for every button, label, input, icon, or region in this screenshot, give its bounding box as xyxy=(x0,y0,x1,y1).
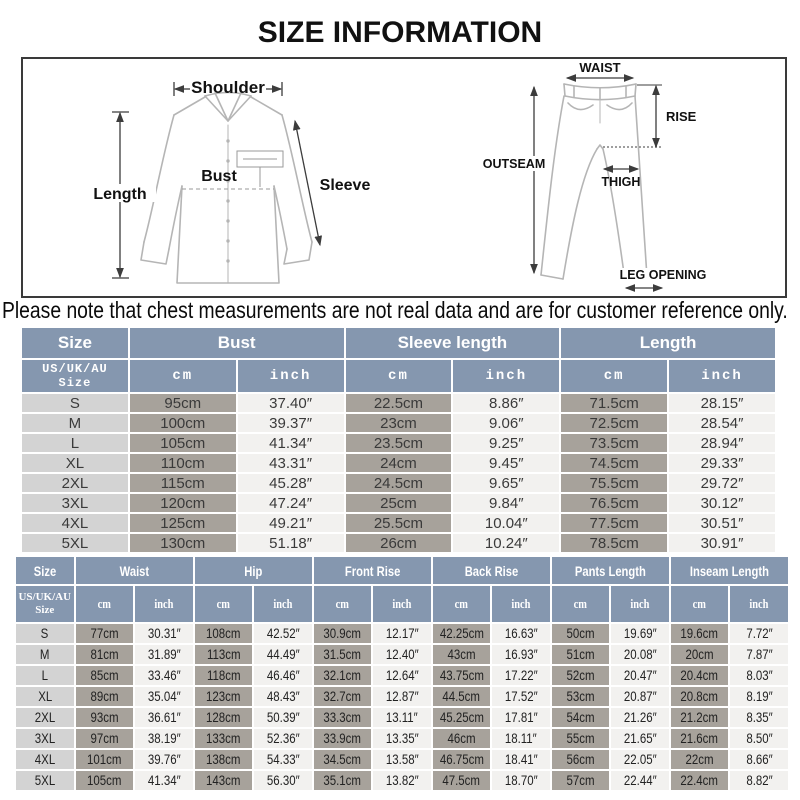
unit-header-inch: inch xyxy=(135,586,193,622)
cm-value-cell: 71.5cm xyxy=(561,394,667,412)
cm-value-cell: 95cm xyxy=(130,394,236,412)
cm-value-cell: 23cm xyxy=(346,414,452,432)
cm-value-cell: 130cm xyxy=(130,534,236,552)
table-row xyxy=(16,708,788,727)
outseam-label: OUTSEAM xyxy=(482,157,546,171)
inch-value-cell: 46.46″ xyxy=(254,666,312,685)
group-header-row xyxy=(16,557,788,584)
cm-value-cell: 113cm xyxy=(195,645,253,664)
cm-value-cell: 123cm xyxy=(195,687,253,706)
cm-value-cell: 89cm xyxy=(76,687,134,706)
cm-value-cell: 55cm xyxy=(552,729,610,748)
cm-value-cell: 22cm xyxy=(671,750,729,769)
inch-value-cell: 49.21″ xyxy=(238,514,344,532)
cm-value-cell: 100cm xyxy=(130,414,236,432)
size-table-top xyxy=(20,326,777,554)
inch-value-cell: 17.81″ xyxy=(492,708,550,727)
inch-value-cell: 28.54″ xyxy=(669,414,775,432)
group-header-row xyxy=(22,328,775,358)
table-row xyxy=(22,534,775,552)
table-row xyxy=(16,666,788,685)
cm-value-cell: 26cm xyxy=(346,534,452,552)
cm-value-cell: 46.75cm xyxy=(433,750,491,769)
reference-note-text: Please note that chest measurements are not real data and are for customer reference only. xyxy=(2,297,788,323)
unit-header-cm: cm xyxy=(130,360,236,392)
cm-value-cell: 105cm xyxy=(76,771,134,790)
inch-value-cell: 35.04″ xyxy=(135,687,193,706)
cm-value-cell: 52cm xyxy=(552,666,610,685)
inch-value-cell: 44.49″ xyxy=(254,645,312,664)
col-group-length: Length xyxy=(561,328,775,358)
table-row xyxy=(16,771,788,790)
inch-value-cell: 22.44″ xyxy=(611,771,669,790)
inch-value-cell: 30.51″ xyxy=(669,514,775,532)
measurement-diagram-box xyxy=(21,57,787,298)
size-cell: 4XL xyxy=(16,750,74,769)
inch-value-cell: 20.47″ xyxy=(611,666,669,685)
inch-value-cell: 42.52″ xyxy=(254,624,312,643)
table-row xyxy=(16,624,788,643)
size-standard-header: US/UK/AU Size xyxy=(22,360,128,392)
inch-value-cell: 13.82″ xyxy=(373,771,431,790)
cm-value-cell: 54cm xyxy=(552,708,610,727)
inch-value-cell: 8.66″ xyxy=(730,750,788,769)
cm-value-cell: 24.5cm xyxy=(346,474,452,492)
cm-value-cell: 31.5cm xyxy=(314,645,372,664)
inch-value-cell: 50.39″ xyxy=(254,708,312,727)
cm-value-cell: 72.5cm xyxy=(561,414,667,432)
cm-value-cell: 120cm xyxy=(130,494,236,512)
cm-value-cell: 108cm xyxy=(195,624,253,643)
col-group-sleeve-length: Sleeve length xyxy=(346,328,560,358)
cm-value-cell: 110cm xyxy=(130,454,236,472)
col-group-bust: Bust xyxy=(130,328,344,358)
inch-value-cell: 36.61″ xyxy=(135,708,193,727)
cm-value-cell: 57cm xyxy=(552,771,610,790)
size-table-bottom-body xyxy=(16,624,788,790)
unit-header-cm: cm xyxy=(195,586,253,622)
cm-value-cell: 46cm xyxy=(433,729,491,748)
bust-label: Bust xyxy=(201,168,237,185)
col-group-pants-length: Pants Length xyxy=(552,557,669,584)
unit-header-inch: inch xyxy=(611,586,669,622)
unit-header-inch: inch xyxy=(373,586,431,622)
unit-header-cm: cm xyxy=(76,586,134,622)
cm-value-cell: 25.5cm xyxy=(346,514,452,532)
inch-value-cell: 12.64″ xyxy=(373,666,431,685)
inch-value-cell: 17.52″ xyxy=(492,687,550,706)
cm-value-cell: 93cm xyxy=(76,708,134,727)
cm-value-cell: 19.6cm xyxy=(671,624,729,643)
inch-value-cell: 19.69″ xyxy=(611,624,669,643)
shoulder-label: Shoulder xyxy=(191,78,265,97)
table-row xyxy=(22,434,775,452)
cm-value-cell: 32.7cm xyxy=(314,687,372,706)
inch-value-cell: 29.72″ xyxy=(669,474,775,492)
size-cell: L xyxy=(16,666,74,685)
unit-header-inch: inch xyxy=(669,360,775,392)
inch-value-cell: 28.15″ xyxy=(669,394,775,412)
cm-value-cell: 101cm xyxy=(76,750,134,769)
cm-value-cell: 23.5cm xyxy=(346,434,452,452)
inch-value-cell: 20.08″ xyxy=(611,645,669,664)
inch-value-cell: 21.65″ xyxy=(611,729,669,748)
table-row xyxy=(16,687,788,706)
inch-value-cell: 54.33″ xyxy=(254,750,312,769)
size-cell: S xyxy=(16,624,74,643)
inch-value-cell: 12.87″ xyxy=(373,687,431,706)
cm-value-cell: 115cm xyxy=(130,474,236,492)
inch-value-cell: 21.26″ xyxy=(611,708,669,727)
size-cell: 3XL xyxy=(22,494,128,512)
size-cell: 5XL xyxy=(22,534,128,552)
cm-value-cell: 76.5cm xyxy=(561,494,667,512)
size-standard-header: US/UK/AU Size xyxy=(16,586,74,622)
cm-value-cell: 50cm xyxy=(552,624,610,643)
cm-value-cell: 34.5cm xyxy=(314,750,372,769)
cm-value-cell: 45.25cm xyxy=(433,708,491,727)
rise-arrow xyxy=(603,85,662,147)
cm-value-cell: 30.9cm xyxy=(314,624,372,643)
cm-value-cell: 35.1cm xyxy=(314,771,372,790)
pants-measurement-diagram xyxy=(404,59,785,292)
cm-value-cell: 51cm xyxy=(552,645,610,664)
cm-value-cell: 133cm xyxy=(195,729,253,748)
table-row xyxy=(16,750,788,769)
cm-value-cell: 78.5cm xyxy=(561,534,667,552)
shirt-measurement-diagram xyxy=(23,59,404,292)
cm-value-cell: 33.9cm xyxy=(314,729,372,748)
inch-value-cell: 28.94″ xyxy=(669,434,775,452)
inch-value-cell: 51.18″ xyxy=(238,534,344,552)
col-group-back-rise: Back Rise xyxy=(433,557,550,584)
table-row xyxy=(22,514,775,532)
cm-value-cell: 21.6cm xyxy=(671,729,729,748)
inch-value-cell: 30.12″ xyxy=(669,494,775,512)
length-label: Length xyxy=(93,186,147,203)
cm-value-cell: 33.3cm xyxy=(314,708,372,727)
size-cell: M xyxy=(16,645,74,664)
cm-value-cell: 21.2cm xyxy=(671,708,729,727)
col-group-inseam-length: Inseam Length xyxy=(671,557,788,584)
size-cell: XL xyxy=(22,454,128,472)
table-row xyxy=(22,474,775,492)
inch-value-cell: 52.36″ xyxy=(254,729,312,748)
inch-value-cell: 8.50″ xyxy=(730,729,788,748)
cm-value-cell: 73.5cm xyxy=(561,434,667,452)
unit-header-row xyxy=(16,586,788,622)
unit-header-inch: inch xyxy=(730,586,788,622)
size-cell: 5XL xyxy=(16,771,74,790)
unit-header-inch: inch xyxy=(238,360,344,392)
unit-header-cm: cm xyxy=(433,586,491,622)
cm-value-cell: 24cm xyxy=(346,454,452,472)
inch-value-cell: 10.24″ xyxy=(453,534,559,552)
inch-value-cell: 41.34″ xyxy=(238,434,344,452)
inch-value-cell: 16.93″ xyxy=(492,645,550,664)
reference-note xyxy=(2,297,800,324)
inch-value-cell: 13.58″ xyxy=(373,750,431,769)
inch-value-cell: 39.37″ xyxy=(238,414,344,432)
cm-value-cell: 32.1cm xyxy=(314,666,372,685)
cm-value-cell: 77cm xyxy=(76,624,134,643)
unit-header-inch: inch xyxy=(453,360,559,392)
cm-value-cell: 143cm xyxy=(195,771,253,790)
thigh-label: THIGH xyxy=(601,175,641,189)
table-row xyxy=(22,454,775,472)
size-cell: L xyxy=(22,434,128,452)
inch-value-cell: 9.65″ xyxy=(453,474,559,492)
unit-header-cm: cm xyxy=(671,586,729,622)
cm-value-cell: 43cm xyxy=(433,645,491,664)
inch-value-cell: 18.70″ xyxy=(492,771,550,790)
unit-header-cm: cm xyxy=(561,360,667,392)
rise-label: RISE xyxy=(666,109,697,124)
cm-value-cell: 74.5cm xyxy=(561,454,667,472)
cm-value-cell: 81cm xyxy=(76,645,134,664)
cm-value-cell: 56cm xyxy=(552,750,610,769)
cm-value-cell: 85cm xyxy=(76,666,134,685)
cm-value-cell: 53cm xyxy=(552,687,610,706)
cm-value-cell: 20cm xyxy=(671,645,729,664)
inch-value-cell: 8.19″ xyxy=(730,687,788,706)
shirt-outline xyxy=(141,93,312,284)
inch-value-cell: 29.33″ xyxy=(669,454,775,472)
cm-value-cell: 20.4cm xyxy=(671,666,729,685)
leg-opening-label: LEG OPENING xyxy=(619,268,707,282)
inch-value-cell: 8.86″ xyxy=(453,394,559,412)
col-group-hip: Hip xyxy=(195,557,312,584)
inch-value-cell: 7.72″ xyxy=(730,624,788,643)
cm-value-cell: 20.8cm xyxy=(671,687,729,706)
table-row xyxy=(16,729,788,748)
cm-value-cell: 42.25cm xyxy=(433,624,491,643)
cm-value-cell: 22.5cm xyxy=(346,394,452,412)
cm-value-cell: 47.5cm xyxy=(433,771,491,790)
inch-value-cell: 43.31″ xyxy=(238,454,344,472)
cm-value-cell: 125cm xyxy=(130,514,236,532)
inch-value-cell: 30.91″ xyxy=(669,534,775,552)
cm-value-cell: 77.5cm xyxy=(561,514,667,532)
table-row xyxy=(22,414,775,432)
cm-value-cell: 97cm xyxy=(76,729,134,748)
inch-value-cell: 37.40″ xyxy=(238,394,344,412)
inch-value-cell: 17.22″ xyxy=(492,666,550,685)
cm-value-cell: 118cm xyxy=(195,666,253,685)
inch-value-cell: 9.06″ xyxy=(453,414,559,432)
size-cell: M xyxy=(22,414,128,432)
unit-header-cm: cm xyxy=(552,586,610,622)
unit-header-cm: cm xyxy=(314,586,372,622)
cm-value-cell: 75.5cm xyxy=(561,474,667,492)
table-row xyxy=(22,494,775,512)
inch-value-cell: 10.04″ xyxy=(453,514,559,532)
inch-value-cell: 13.11″ xyxy=(373,708,431,727)
col-group-size: Size xyxy=(16,557,74,584)
inch-value-cell: 39.76″ xyxy=(135,750,193,769)
cm-value-cell: 22.4cm xyxy=(671,771,729,790)
inch-value-cell: 7.87″ xyxy=(730,645,788,664)
unit-header-cm: cm xyxy=(346,360,452,392)
inch-value-cell: 22.05″ xyxy=(611,750,669,769)
cm-value-cell: 25cm xyxy=(346,494,452,512)
inch-value-cell: 18.11″ xyxy=(492,729,550,748)
page-title: SIZE INFORMATION xyxy=(257,16,543,49)
cm-value-cell: 105cm xyxy=(130,434,236,452)
inch-value-cell: 45.28″ xyxy=(238,474,344,492)
table-row xyxy=(22,394,775,412)
cm-value-cell: 44.5cm xyxy=(433,687,491,706)
unit-header-inch: inch xyxy=(492,586,550,622)
inch-value-cell: 33.46″ xyxy=(135,666,193,685)
size-table-bottom xyxy=(14,555,790,792)
unit-header-row xyxy=(22,360,775,392)
unit-header-inch: inch xyxy=(254,586,312,622)
size-cell: 2XL xyxy=(22,474,128,492)
inch-value-cell: 48.43″ xyxy=(254,687,312,706)
inch-value-cell: 8.82″ xyxy=(730,771,788,790)
size-cell: S xyxy=(22,394,128,412)
inch-value-cell: 9.84″ xyxy=(453,494,559,512)
inch-value-cell: 8.35″ xyxy=(730,708,788,727)
col-group-waist: Waist xyxy=(76,557,193,584)
inch-value-cell: 38.19″ xyxy=(135,729,193,748)
cm-value-cell: 128cm xyxy=(195,708,253,727)
inch-value-cell: 8.03″ xyxy=(730,666,788,685)
inch-value-cell: 12.17″ xyxy=(373,624,431,643)
inch-value-cell: 56.30″ xyxy=(254,771,312,790)
size-cell: XL xyxy=(16,687,74,706)
inch-value-cell: 47.24″ xyxy=(238,494,344,512)
inch-value-cell: 30.31″ xyxy=(135,624,193,643)
col-group-front-rise: Front Rise xyxy=(314,557,431,584)
size-cell: 4XL xyxy=(22,514,128,532)
inch-value-cell: 31.89″ xyxy=(135,645,193,664)
cm-value-cell: 138cm xyxy=(195,750,253,769)
inch-value-cell: 13.35″ xyxy=(373,729,431,748)
size-table-top-body xyxy=(22,394,775,552)
inch-value-cell: 20.87″ xyxy=(611,687,669,706)
sleeve-label: Sleeve xyxy=(319,177,371,194)
inch-value-cell: 9.25″ xyxy=(453,434,559,452)
cm-value-cell: 43.75cm xyxy=(433,666,491,685)
inch-value-cell: 9.45″ xyxy=(453,454,559,472)
inch-value-cell: 18.41″ xyxy=(492,750,550,769)
table-row xyxy=(16,645,788,664)
inch-value-cell: 12.40″ xyxy=(373,645,431,664)
inch-value-cell: 41.34″ xyxy=(135,771,193,790)
inch-value-cell: 16.63″ xyxy=(492,624,550,643)
waist-label: WAIST xyxy=(579,60,621,75)
size-cell: 2XL xyxy=(16,708,74,727)
col-group-size: Size xyxy=(22,328,128,358)
size-cell: 3XL xyxy=(16,729,74,748)
